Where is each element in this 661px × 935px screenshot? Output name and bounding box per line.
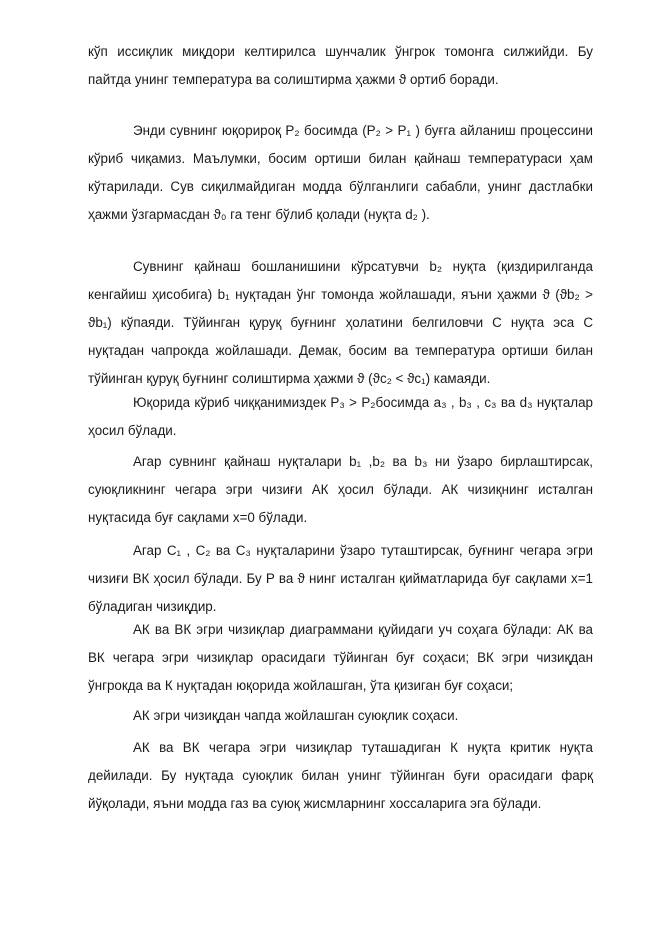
paragraph-8: АК эгри чизиқдан чапда жойлашган суюқлик соҳаси.: [133, 708, 459, 723]
paragraph-1: кўп иссиқлик миқдори келтирилса шунчалик ўнгрок томонга силжийди. Бу пайтда унинг температура ва солиштирма ҳажми ϑ ортиб боради.: [88, 44, 593, 87]
paragraph-9: АК ва ВК чегара эгри чизиқлар туташадиган К нуқта критик нуқта дейилади. Бу нуқтада суюқлик билан унинг тўйинган буғи орасидаги фарқ йўқолади, яъни модда газ ва суюқ жисмларнинг хоссаларига эга бўлади.: [88, 740, 593, 811]
paragraph-4: Юқорида кўриб чиққанимиздек P₃ > P₂босимда a₃ , b₃ , c₃ ва d₃ нуқталар ҳосил бўлади.: [88, 395, 593, 438]
paragraph-3: Сувнинг қайнаш бошланишини кўрсатувчи b₂ нуқта (қиздирилганда кенгайиш ҳисобига) b₁ нуқтадан ўнг томонда жойлашади, яъни ҳажми ϑ (ϑb₂ > ϑb₁) кўпаяди. Тўйинган қуруқ буғнинг ҳолатини белгиловчи С нуқта эса С нуқтадан чапрокда жойлашади. Демак, босим ва температура ортиши билан тўйинган қуруқ буғнинг солиштирма ҳажми ϑ (ϑc₂ < ϑc₁) камаяди.: [88, 259, 593, 386]
paragraph-2: Энди сувнинг юқорироқ P₂ босимда (P₂ > P₁ ) буғга айланиш процессини кўриб чиқамиз. Маълумки, босим ортиши билан қайнаш температураси ҳам кўтарилади. Сув сиқилмайдиган модда бўлганлиги сабабли, унинг дастлабки ҳажми ўзгармасдан ϑ₀ га тенг бўлиб қолади (нуқта d₂ ).: [88, 123, 593, 222]
paragraph-7: АК ва ВК эгри чизиқлар диаграммани қуйидаги уч соҳага бўлади: АК ва ВК чегара эгри чизиқлар орасидаги тўйинган буғ соҳаси; ВК эгри чизиқдан ўнгрокда ва К нуқтадан юқорида жойлашган, ўта қизиган буғ соҳаси;: [88, 622, 593, 693]
paragraph-5: Агар сувнинг қайнаш нуқталари b₁ ,b₂ ва b₃ ни ўзаро бирлаштирсак, суюқликнинг чегара эгри чизиғи АК ҳосил бўлади. АК чизиқнинг исталган нуқтасида буғ сақлами х=0 бўлади.: [88, 454, 593, 525]
paragraph-6: Агар С₁ , С₂ ва С₃ нуқталарини ўзаро туташтирсак, буғнинг чегара эгри чизиғи ВК ҳосил бўлади. Бу Р ва ϑ нинг исталган қийматларида буғ сақлами х=1 бўладиган чизиқдир.: [88, 543, 593, 614]
